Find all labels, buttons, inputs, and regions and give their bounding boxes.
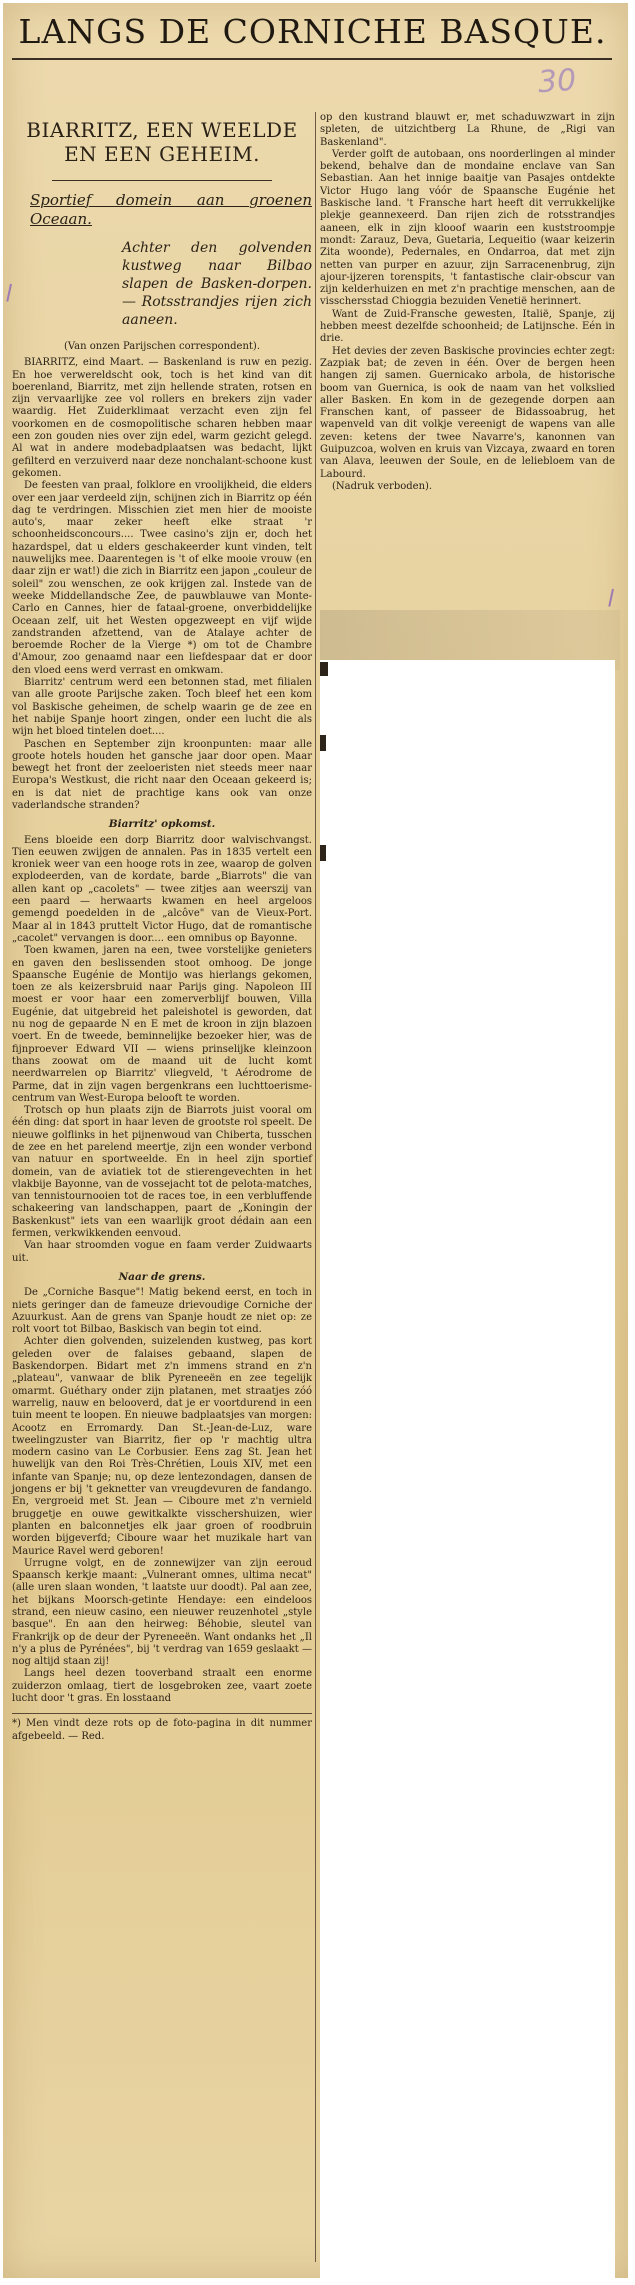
paragraph: Want de Zuid-Fransche gewesten, Italië, Spanje, zij hebben meest dezelfde schoonheid; de Latijnsche. Eén in drie. xyxy=(320,308,615,345)
article-kicker: Sportief domein aan groenen Oceaan. xyxy=(30,191,312,228)
paragraph: Van haar stroomden vogue en faam verder Zuidwaarts uit. xyxy=(12,1240,312,1264)
paragraph: Biarritz' centrum werd een betonnen stad, met filialen van alle groote Parijsche zaken. Toch bleef het een kom vol Baskische geheimen, de schelp waarin ge de zee en het nabije Spanje hoort zingen, onder een lucht die als wijn het bloed tintelen doet.... xyxy=(12,677,312,738)
paragraph: Toen kwamen, jaren na een, twee vorstelijke genieters en gaven den beslissenden stoot omhoog. De jonge Spaansche Eugénie de Montijo was hierlangs gekomen, toen ze als keizersbruid naar Parijs ging. Napoleon III moest er voor haar een zomerverblijf bouwen, Villa Eugénie, dat uitgebreid het paleishotel is geworden, dat nu nog de gepaarde N en E met de kroon in zijn blazoen voert. En de tweede, beminnelijke bezoeker hier, was de fijnproever Edward VII — wiens prinselijke kleinzoon thans zoowat om de maand uit de lucht komt neerdwarrelen op Biarritz' vliegveld, 't Aérodrome de Parme, dat in zijn vagen bergenkrans een luchttoerisme-centrum van West-Europa belooft te worden. xyxy=(12,945,312,1104)
article-lead: Achter den golvenden kustweg naar Bilbao slapen de Basken-dorpen. — Rotsstrandjes rijen zich aaneen. xyxy=(122,240,312,328)
paragraph: Langs heel dezen tooverband straalt een enorme zuiderzon omlaag, tiert de losgebroken zee, vaart zoete lucht door 't gras. En losstaand xyxy=(12,1668,312,1705)
paper-fragment xyxy=(320,662,328,676)
subheading: Naar de grens. xyxy=(118,1270,206,1283)
title-rule xyxy=(52,180,272,181)
page-headline: LANGS DE CORNICHE BASQUE. xyxy=(18,12,607,51)
paragraph: BIARRITZ, eind Maart. — Baskenland is ruw en pezig. En hoe verwereldscht ook, toch is het kind van dit boerenland, Biarritz, met zijn hellende straten, rotsen en zijn vervaarlijke zee vol rollers en brekers zijn vader waardig. Het Zuiderklimaat verzacht even zijn fel voorkomen en de cosmopolitische scharen hebben maar een zon gouden nies over zijn edel, warm gezicht gelegd. Al wat in andere modebadplaatsen was bedacht, lijkt gefilterd en verzuiverd naar deze nonchalant-schoone kust gekomen. xyxy=(12,357,312,479)
left-column xyxy=(12,112,312,1743)
blank-paper-area xyxy=(320,660,615,2280)
paragraph: Paschen en September zijn kroonpunten: maar alle groote hotels houden het gansche jaar door open. Maar bewegt het front der zeeloeristen niet steeds meer naar Europa's Westkust, die richt naar den Oceaan gekeerd is; en is dat niet de prachtige kans ook van onze vaderlandsche stranden? xyxy=(12,738,312,811)
paragraph: op den kustrand blauwt er, met schaduwzwart in zijn spleten, de uitzichtberg La Rhune, de „Rigi van Baskenland". xyxy=(320,112,615,148)
paragraph: De „Corniche Basque"! Matig bekend eerst, en toch in niets geringer dan de fameuze drievoudige Corniche der Azuurkust. Aan de grens van Spanje houdt ze niet op: ze rolt voort tot Bilbao, Baskisch van begin tot eind. xyxy=(12,1287,312,1336)
paragraph: Het devies der zeven Baskische provincies echter zegt: Zazpiak bat; de zeven in één. Over de bergen heen hangen zij samen. Guernicako arbola, de historische boom van Guernica, is ook de naam van het volkslied aller Basken. En kom in de gezegende dorpen aan Franschen kant, of passeer de Bidassoabrug, het wapenveld van dit volkje vereenigt de wapens van alle zeven: ketens der twee Navarre's, kanonnen van Guipuzcoa, wolven en kruis van Vizcaya, zwaard en toren van Alava, leeuwen der Soule, en de leliebloem van de Labourd. xyxy=(320,345,615,480)
paper-fragment xyxy=(320,845,326,861)
paragraph: Verder golft de autobaan, ons noorderlingen al minder bekend, behalve dan de mondaine enclave van San Sebastian. Aan het innige baaitje van Pasajes ontdekte Victor Hugo lang vóór de Spaansche Eugénie het Baskische land. 't Fransche hart heeft dit verrukkelijke plekje geannexeerd. Dan rijen zich de rotsstrandjes aaneen, elk in zijn klooof waarin een kuststroompje mondt: Zarauz, Deva, Guetaria, Lequeitio (waar keizerin Zita woonde), Pedernales, en Ondarroa, dat met zijn netten van purper en azuur, zijn Sarracenenbrug, zijn ajour-ijzeren torenspits, 't fantastische clair-obscur van zijn kelderhuizen en met z'n prachtige menschen, aan de visschersstad Chioggia bezuiden Venetië herinnert. xyxy=(320,148,615,308)
pencil-annotation: 30 xyxy=(536,62,578,101)
correspondent-line: (Van onzen Parijschen correspondent). xyxy=(63,341,261,352)
footnote: *) Men vindt deze rots op de foto-pagina in dit nummer afgebeeld. — Red. xyxy=(12,1713,312,1743)
paragraph: Urrugne volgt, en de zonnewijzer van zijn eeroud Spaansch kerkje maant: „Vulnerant omnes, ultima necat" (alle uren slaan wonden, 't laatste uur doodt). Pal aan zee, het bijkans Moorsch-getinte Hendaye: een eindeloos strand, een nieuw casino, een nieuwer reuzenhotel „style basque". En aan den heirweg: Béhobie, sleutel van Frankrijk op de deur der Pyreneeën. Want ondanks het „Il n'y a plus de Pyrénées", bij 't verdrag van 1659 geslaakt — nog altijd staan zij! xyxy=(12,1557,312,1668)
article-title: BIARRITZ, EEN WEELDE EN EEN GEHEIM. xyxy=(26,118,298,166)
column-divider xyxy=(315,112,316,2262)
paragraph: Eens bloeide een dorp Biarritz door walvischvangst. Tien eeuwen zwijgen de annalen. Pas in 1835 vertelt een kroniek weer van een hooge rots in zee, waarop de golven explodeerden, van de kordate, barde „Biarrots" die van allen kant op „cacolets" — twee zitjes aan weerszij van een paard — herwaarts kwamen en heel argeloos gemengd poedelden in de „alcôve" van de Vieux-Port. Maar al in 1843 pruttelt Victor Hugo, dat de romantische „cacolet" vervangen is door.... een omnibus op Bayonne. xyxy=(12,834,312,944)
reprint-notice: (Nadruk verboden). xyxy=(332,480,433,492)
headline-rule xyxy=(12,58,612,60)
subheading: Biarritz' opkomst. xyxy=(108,818,216,831)
paper-fragment xyxy=(320,735,326,751)
right-column xyxy=(320,112,615,493)
paragraph: De feesten van praal, folklore en vroolijkheid, die elders over een jaar verdeeld zijn, schijnen zich in Biarritz op één dag te verdringen. Misschien ziet men hier de mooiste auto's, maar zeker heeft elke straat 'r schoonheidsconcours.... Twee casino's zijn er, doch het hazardspel, dat u elders geschakeerder kunt vinden, telt nauwelijks mee. Daarentegen is 't of elke mooie vrouw (en daar zijn er wat!) die zich in Biarritz een japon „couleur de soleil" zou wenschen, ze ook krijgen zal. Instede van de weeke Middellandsche Zee, de pauwblauwe van Monte-Carlo en Cannes, hier de fataal-groene, onverbiddelijke Oceaan zelf, uit het Westen opgezweept en vijf wijde zandstranden afzettend, van de Atalaye achter de beroemde Rocher de la Vierge *) om tot de Chambre d'Amour, zoo genaamd naar een liefdespaar dat er door den vloed eens werd verrast en omkwam. xyxy=(12,480,312,676)
paragraph: Trotsch op hun plaats zijn de Biarrots juist vooral om één ding: dat sport in haar leven de grootste rol speelt. De nieuwe golflinks in het pijnenwoud van Chiberta, tusschen de zee en het parelend meertje, zijn een wonder verbond van natuur en sportweelde. En in heel zijn sportief domein, van de aviatiek tot de stierengevechten in het vlakbije Bayonne, van de vossejacht tot de pelota-matches, van tennistournooien tot de races toe, in een verbluffende schakeering van landschappen, paart de „Koningin der Baskenkust" iets van een waarlijk groot dédain aan een fermen, verkwikkenden eenvoud. xyxy=(12,1105,312,1240)
paragraph: Achter dien golvenden, suizelenden kustweg, pas kort geleden over de falaises gebaand, slapen de Baskendorpen. Bidart met z'n immens strand en z'n „plateau", vanwaar de blik Pyreneeën en zee tegelijk omarmt. Guéthary onder zijn platanen, met straatjes zóó warrelig, nauw en belooverd, dat je er voortdurend in een tuin meent te loopen. En nieuwe badplaatsjes van morgen: Acootz en Erromardy. Dan St.-Jean-de-Luz, ware tweelingzuster van Biarritz, fier op 'r machtig ultra modern casino van Le Corbusier. Eens zag St. Jean het huwelijk van den Roi Très-Chrétien, Louis XIV, met een infante van Spanje; nu, op deze lentezondagen, dansen de jongens er bij 't geknetter van vreugdevuren de fandango. En, vergroeid met St. Jean — Ciboure met z'n vernield bruggetje en ouwe gewitkalkte visschershuizen, wier planten en balconnetjes elk jaar groen of roodbruin worden bijgeverfd; Ciboure waar het muzikale hart van Maurice Ravel werd geboren! xyxy=(12,1336,312,1557)
